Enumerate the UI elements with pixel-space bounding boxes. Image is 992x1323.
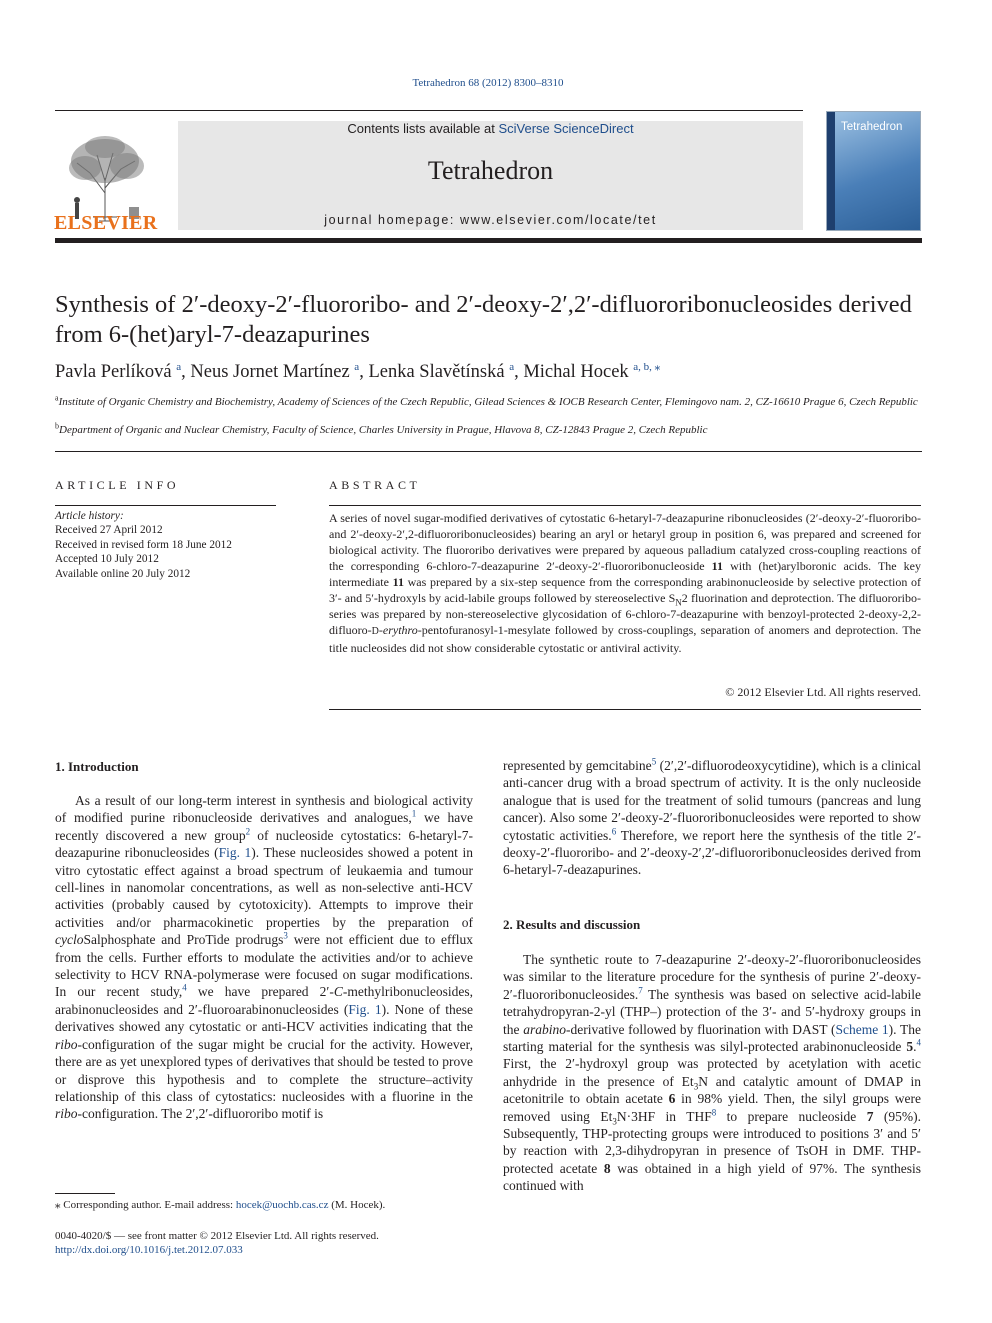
text: As a result of our long-term interest in synthesis and biological activity of modified purine ribonucleoside derivatives and analogues,	[55, 793, 473, 826]
author-name[interactable]: Neus Jornet Martínez	[190, 362, 350, 382]
text: (2′,2′-difluorodeoxycytidine), which is a clinical anti-cancer drug with a broad spectrum of activity. It is the only nucleoside analogue that is used for the treatment of solid tumours (pancreas and lung cancer). Also some 2′-deoxy-2′-fluororibonucleosides were reported to show cytostatic activities.	[503, 758, 921, 843]
italic-term: cyclo	[55, 932, 84, 948]
reference-link[interactable]: 2	[245, 826, 251, 837]
journal-citation[interactable]: Tetrahedron 68 (2012) 8300–8310	[412, 77, 564, 89]
reference-link[interactable]: 7	[638, 985, 643, 996]
author-name[interactable]: Lenka Slavětínská	[368, 362, 505, 382]
front-matter-line: 0040-4020/$ — see front matter © 2012 Elsevier Ltd. All rights reserved.	[55, 1230, 379, 1242]
divider	[55, 505, 276, 506]
abstract-fragment: -pentofuranosyl-1-mesylate followed by cross-couplings, separation of anomers and deprotection. The title nucleosides did not show considerable cytostatic or antiviral activity.	[329, 623, 921, 655]
author-affiliation-mark[interactable]: a	[354, 360, 360, 373]
journal-name: Tetrahedron	[427, 156, 554, 185]
scheme-link[interactable]: Scheme 1	[835, 1021, 889, 1037]
email-link[interactable]: hocek@uochb.cas.cz	[235, 1199, 329, 1211]
text: The synthesis was based on selective acid-labile tetrahydropyran-2-yl (THP–) protection of the 3′- and 5′-hydroxy groups in the	[503, 986, 921, 1037]
compound-number: 11	[392, 575, 404, 589]
history-accepted: Accepted 10 July 2012	[55, 553, 159, 566]
affiliation-text: Institute of Organic Chemistry and Biochemistry, Academy of Sciences of the Czech Republic, Gilead Sciences & IOCB Research Center, Flemingovo nam. 2, CZ-16610 Prague 6, Czech Republic	[58, 396, 918, 408]
text: -configuration. The 2′,2′-difluororibo motif is	[77, 1106, 324, 1122]
footnote-text: (M. Hocek).	[328, 1199, 386, 1211]
small-caps: D	[371, 626, 379, 637]
author-affiliation-mark[interactable]: a	[176, 360, 182, 373]
affiliation-a	[55, 395, 921, 409]
text: N·3HF in THF	[616, 1108, 712, 1124]
italic-term: C	[333, 984, 343, 1000]
article-info-heading: ARTICLE INFO	[55, 478, 180, 492]
subscript: N	[675, 597, 682, 608]
divider	[55, 451, 922, 452]
article-title: Synthesis of 2′-deoxy-2′-fluororibo- and 2′-deoxy-2′,2′-difluororibonucleosides derived from 6-(het)aryl-7-deazapurines	[55, 291, 912, 348]
figure-link[interactable]: Fig. 1	[218, 845, 252, 861]
text: of nucleoside cytostatics: 6-hetaryl-7-deazapurine ribonucleosides (	[55, 827, 473, 861]
front-matter	[55, 1229, 379, 1257]
journal-homepage[interactable]: journal homepage: www.elsevier.com/locate/tet	[324, 213, 657, 227]
affiliation-b	[55, 423, 921, 437]
text: -configuration of the sugar might be crucial for the activity. However, there are as yet unexplored types of derivatives that should be tested to prove or disprove this hypothesis and to complete the structure–activity relationship of this class of cytostatics: nucleosides with a fluorine in the	[55, 1036, 473, 1104]
abstract-fragment: 2 fluorination and deprotection. The difluororibo-series was prepared by non-stereoselective glycosidation of 6-chloro-7-deazapurine with benzoyl-protected 2-deoxy-2,2-difluoro-	[329, 591, 921, 637]
text: to prepare nucleoside	[716, 1108, 867, 1124]
history-received: Received 27 April 2012	[55, 524, 163, 537]
italic-term: ribo	[55, 1106, 78, 1122]
affiliation-mark: b	[55, 421, 59, 431]
text: Salphosphate and ProTide prodrugs	[83, 932, 284, 948]
article-history	[55, 509, 232, 581]
introduction-paragraph	[55, 792, 473, 1123]
text: -derivative followed by fluorination with DAST (	[565, 1021, 836, 1037]
text: N and catalytic amount of DMAP in acetonitrile to obtain acetate	[503, 1073, 921, 1107]
compound-number: 6	[668, 1091, 676, 1107]
author-name[interactable]: Michal Hocek	[523, 362, 629, 382]
abstract-heading: ABSTRACT	[329, 478, 421, 492]
author-affiliation-mark[interactable]: a	[509, 360, 515, 373]
masthead-bottom-rule	[55, 238, 922, 243]
contents-line	[178, 121, 803, 136]
text: was obtained in a high yield of 97%. The synthesis continued with	[503, 1160, 921, 1194]
text: we have prepared 2′-	[186, 984, 334, 1000]
text: in 98% yield. Then, the silyl groups were removed using Et	[503, 1091, 921, 1124]
affiliation-text: Department of Organic and Nuclear Chemistry, Faculty of Science, Charles University in Prague, Hlavova 8, CZ-12843 Prague 2, Czech Republic	[59, 424, 708, 436]
text: First, the 2′-hydroxyl group was protected by acetylation with acetic anhydride in the presence of Et	[503, 1056, 921, 1089]
cover-title: Tetrahedron	[841, 121, 903, 133]
text: ). These nucleosides showed a potent in vitro cytostatic effect against a broad spectrum of leukaemia and tumour cell-lines in nanomolar concentrations, as well as non-selective anti-HCV activities (probably caused by cytotoxicity). Attempts to improve their activities and/or pharmacokinetic properties by the preparation of	[55, 845, 474, 930]
abstract-fragment: A series of novel sugar-modified derivatives of cytostatic 6-hetaryl-7-deazapurine ribonucleosides (2′-deoxy-2′-fluororibo- and 2′-deoxy-2′,2-difluororibonucleosides) bearing an aryl or hetaryl group in position 6, was prepared and screened for biological activity. The fluororibo derivatives were prepared by aqueous palladium catalyzed cross-coupling reactions of the corresponding 6-chloro-7-deazapurine 2′-deoxy-2′-fluororibonucleoside	[329, 511, 921, 573]
compound-number: 8	[603, 1160, 611, 1176]
reference-link[interactable]: 5	[651, 756, 657, 767]
text: were not efficient due to efflux from the cells. Further efforts to modulate the activities and/or to achieve selectivity to HCV RNA-polymerase were focused on sugar modifications. In our recent study,	[55, 932, 473, 1000]
text: ). None of these derivatives showed any cytostatic or anti-HCV activities indicating that the	[55, 1001, 473, 1035]
text: Therefore, we report here the synthesis of the title 2′-deoxy-2′-fluororibo- and 2′-deoxy-2′,2′-difluororibonucleosides derived from 6-hetaryl-7-deazapurines.	[503, 827, 921, 878]
text: -methylribonucleosides, arabinonucleosides and 2′-fluoroarabinonucleosides (	[55, 984, 473, 1017]
text: we have recently discovered a new group	[55, 810, 473, 843]
abstract-text	[329, 510, 921, 656]
reference-link[interactable]: 3	[283, 930, 288, 941]
reference-link[interactable]: 4	[182, 982, 187, 993]
divider	[329, 709, 921, 710]
text: (95%). Subsequently, THP-protecting groups were introduced to positions 3′ and 5′ by reaction with 2,3-dihydropyran in presence of TsOH in DMF. THP-protected acetate	[503, 1108, 922, 1176]
subscript: 3	[612, 1116, 617, 1127]
reference-link[interactable]: 4	[916, 1037, 921, 1048]
figure-link[interactable]: Fig. 1	[348, 1001, 382, 1017]
italic-term: arabino	[523, 1021, 566, 1037]
author-affiliation-mark[interactable]: a, b, ⁎	[633, 360, 661, 373]
italic-term: ribo	[55, 1036, 78, 1052]
affiliation-mark: a	[55, 393, 59, 403]
footnote-divider	[55, 1193, 115, 1194]
abstract-fragment: was prepared by a six-step sequence from the corresponding arabinonucleoside by selective protection of 3′- and 5′-hydroxyls by acid-labile groups followed by stereoselective S	[329, 575, 921, 605]
elsevier-logo-text: ELSEVIER	[54, 212, 158, 234]
compound-number: 7	[866, 1108, 874, 1124]
journal-cover-image[interactable]	[826, 111, 921, 231]
reference-link[interactable]: 6	[611, 826, 617, 837]
doi-link[interactable]: http://dx.doi.org/10.1016/j.tet.2012.07.033	[55, 1244, 243, 1256]
corresponding-author-footnote	[55, 1198, 385, 1211]
footnote-text: ⁎ Corresponding author. E-mail address:	[55, 1199, 236, 1211]
history-revised: Received in revised form 18 June 2012	[55, 538, 232, 551]
results-paragraph: The synthetic route to 7-deazapurine 2′-deoxy-2′-fluororibonucleosides was similar to the literature procedure for the synthesis of purine 2′-deoxy-2′-fluororibonucleosides.$^7$ The synthesis was based on selective acid-labile tetrahydropyran-2-yl (THP–) protection of the 3′- and 5′-hydroxy groups in the arabino-derivative followed by fluorination with DAST (Scheme 1). The starting material for the synthesis was silyl-protected arabinonucleoside 5.$^4$ First, the 2′-hydroxyl group was protected by acetylation with acetic anhydride in the presence of $Et_3N$ and catalytic amount of DMAP in acetonitrile to obtain acetate 6 in 98% yield. Then, the silyl groups were removed using $Et_3N\cdot 3HF$ in THF$^8$ to prepare nucleoside 7 (95%). Subsequently, THP-protecting groups were introduced to positions 3′ and 5′ by reaction with 2,3-dihydropyran in presence of TsOH in DMF. THP-protected acetate 8 was obtained in a high yield of 97%. The synthesis continued with	[503, 952, 922, 1194]
reference-link[interactable]: 8	[711, 1107, 717, 1118]
section-heading-introduction: 1. Introduction	[55, 759, 139, 774]
italic-term: erythro	[382, 623, 418, 637]
abstract-fragment: with (het)arylboronic acids. The key intermediate	[329, 559, 921, 589]
text: represented by gemcitabine	[503, 758, 652, 773]
cover-spine	[827, 112, 835, 230]
sciencedirect-link[interactable]: SciVerse ScienceDirect	[498, 121, 634, 136]
text: The synthetic route to 7-deazapurine 2′-deoxy-2′-fluororibonucleosides was similar to the literature procedure for the synthesis of purine 2′-deoxy-2′-fluororibonucleosides.	[503, 952, 921, 1002]
compound-number: 11	[711, 559, 724, 573]
abstract-fragment: -	[378, 623, 383, 637]
subscript: 3	[693, 1081, 699, 1092]
history-online: Available online 20 July 2012	[55, 567, 191, 580]
masthead-top-rule	[55, 110, 803, 111]
introduction-continued-paragraph	[503, 757, 921, 879]
author-list: Pavla Perlíková $^a$, Neus Jornet Martínez $^a$, Lenka Slavětínská $^a$, Michal Hocek $^{a, b, ⁎}$	[55, 360, 661, 382]
contents-prefix: Contents lists available at	[347, 121, 499, 136]
reference-link[interactable]: 1	[411, 808, 417, 819]
copyright-notice: © 2012 Elsevier Ltd. All rights reserved.	[725, 685, 921, 699]
author-name[interactable]: Pavla Perlíková	[55, 362, 172, 382]
section-heading-results: 2. Results and discussion	[503, 917, 641, 932]
divider	[329, 505, 921, 506]
text: ). The starting material for the synthesis was silyl-protected arabinonucleoside	[503, 1021, 921, 1055]
history-label: Article history:	[55, 510, 124, 522]
compound-number: 5	[906, 1039, 914, 1055]
